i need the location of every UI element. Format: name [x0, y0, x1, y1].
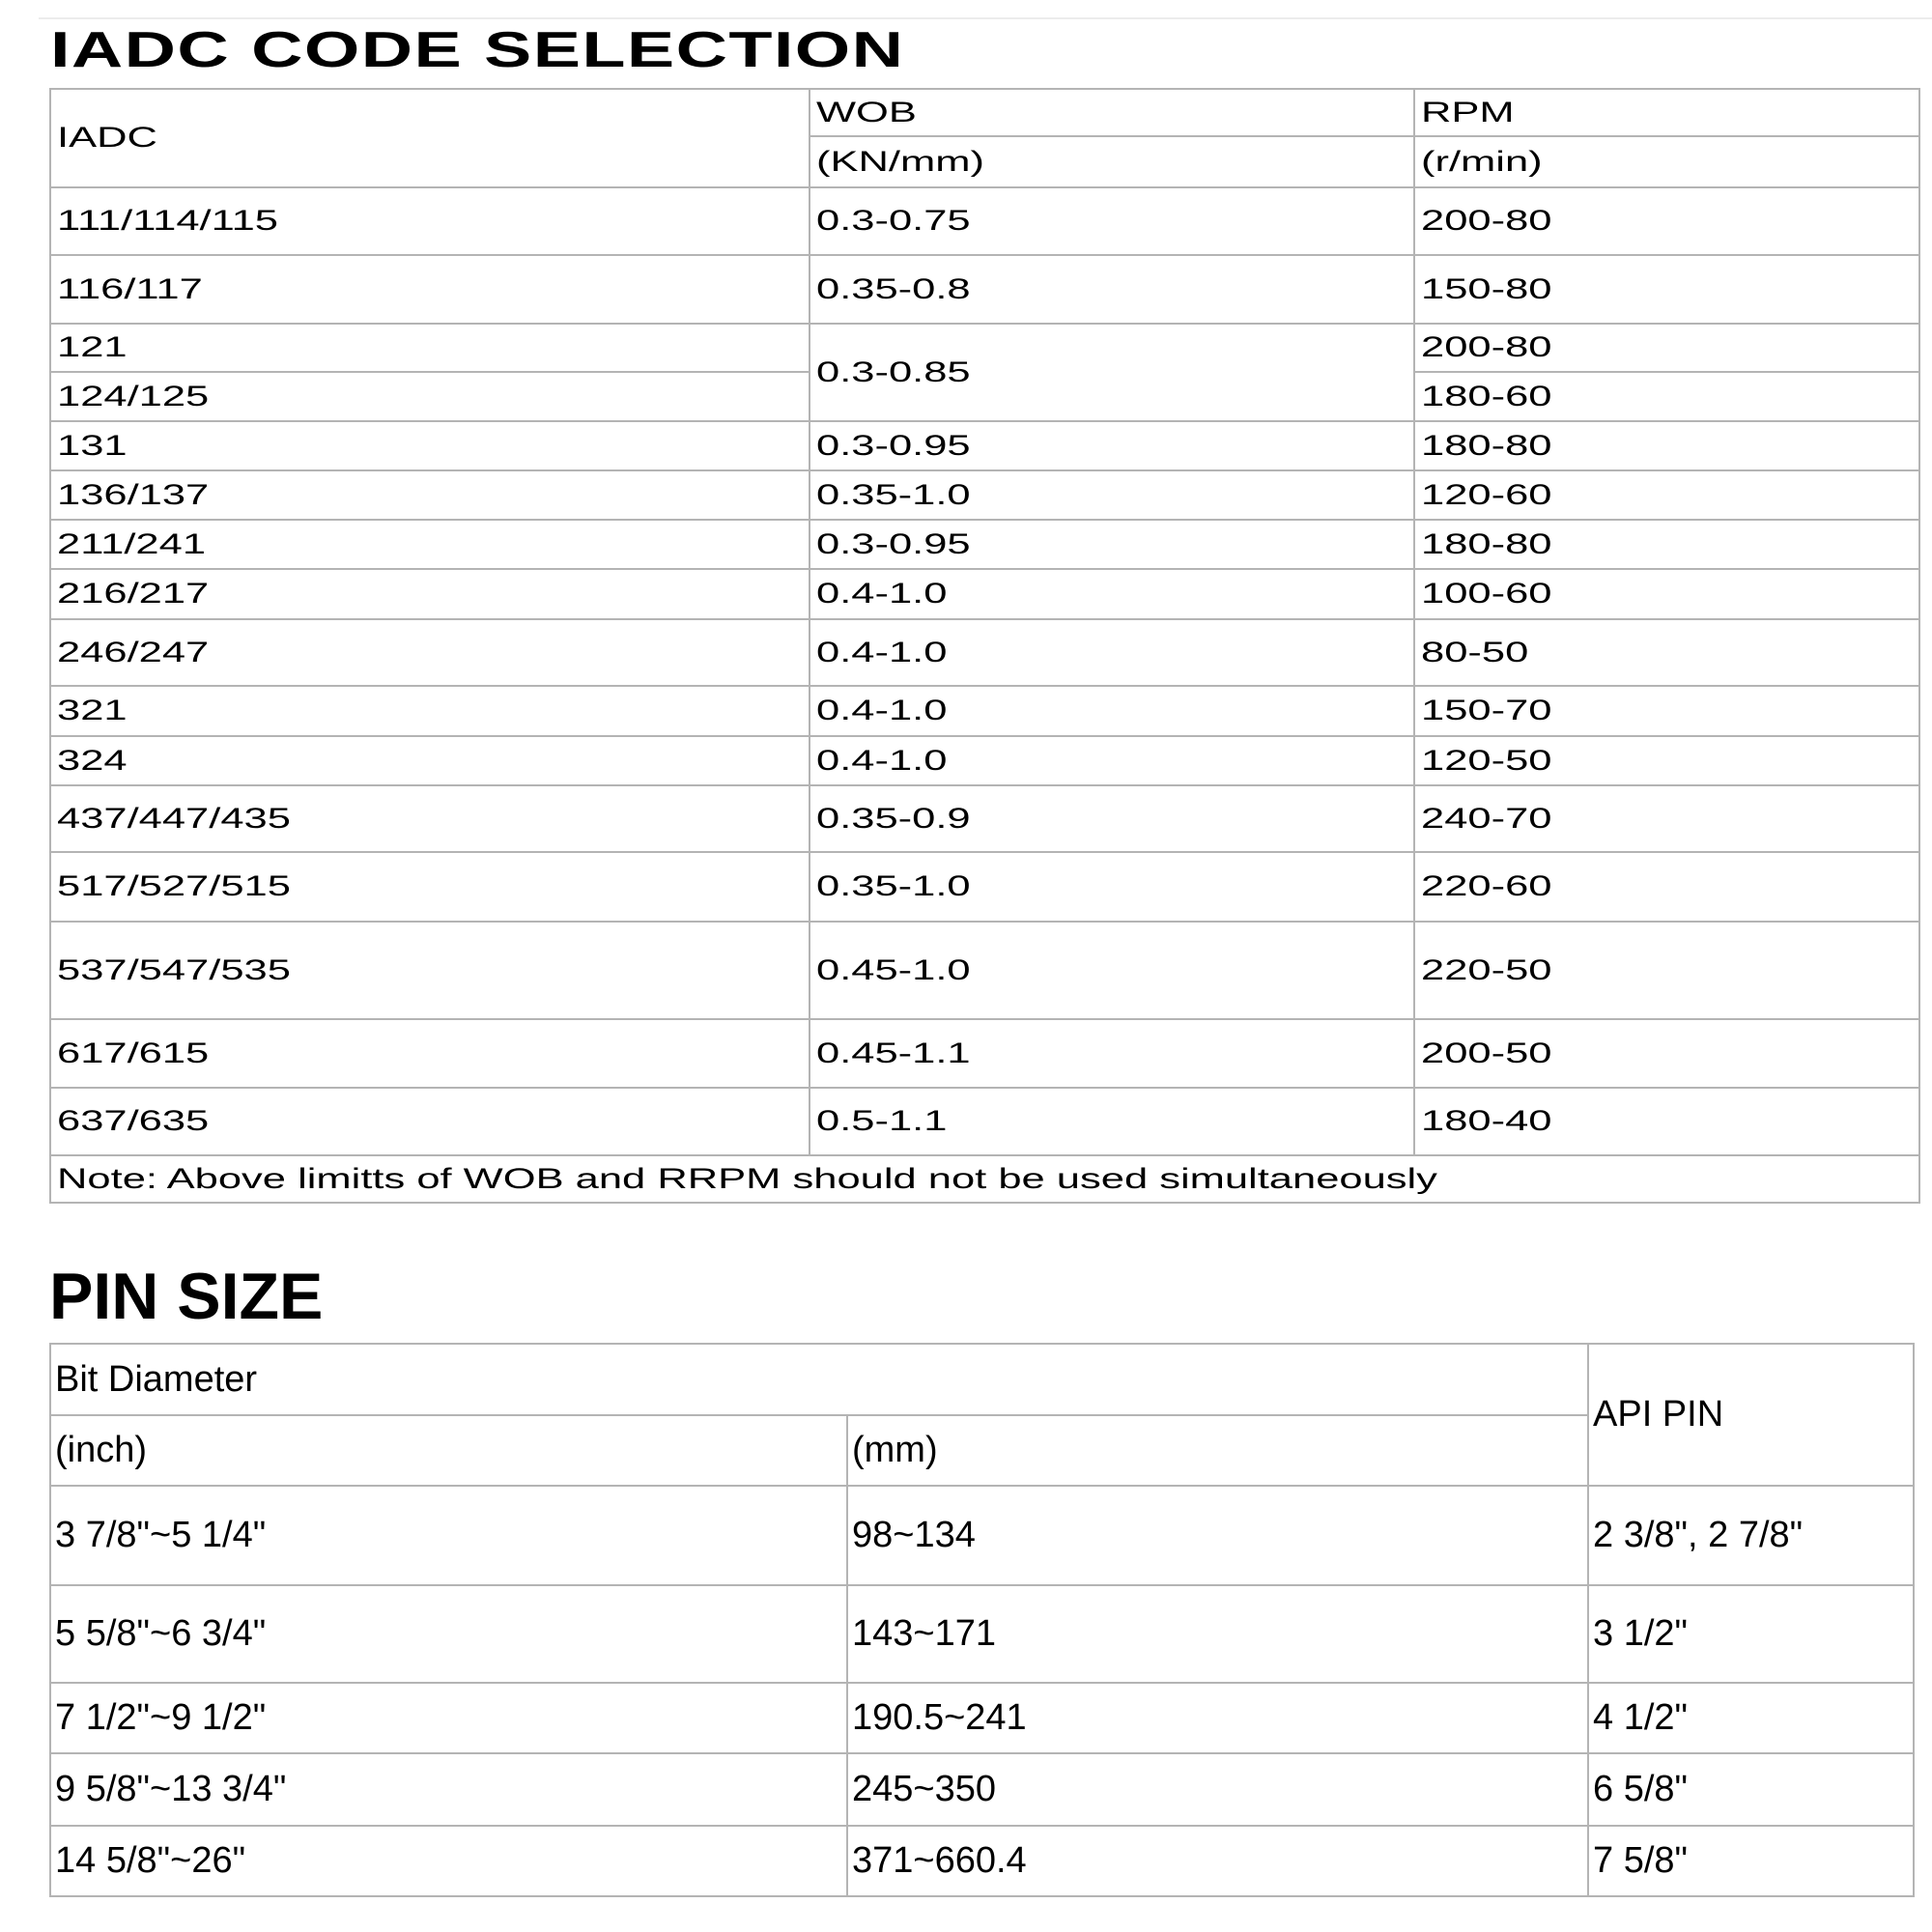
cell-mm-text: 190.5~241: [852, 1697, 1027, 1738]
cell-iadc: [49, 323, 810, 373]
cell-wob-text: 0.4-1.0: [816, 744, 948, 777]
cell-rpm: [1413, 1018, 1920, 1089]
cell-iadc: [49, 371, 810, 422]
cell-iadc: [49, 186, 810, 256]
cell-rpm: [1413, 254, 1920, 325]
header-rpm-unit-text: (r/min): [1421, 145, 1543, 178]
header-rpm-unit: [1413, 135, 1920, 188]
cell-iadc-text: 637/635: [57, 1105, 210, 1137]
cell-api-pin: [1587, 1682, 1915, 1754]
cell-iadc: [49, 1087, 810, 1156]
cell-iadc-text: 537/547/535: [57, 953, 291, 986]
cell-iadc-text: 517/527/515: [57, 870, 291, 902]
cell-wob: [809, 519, 1415, 570]
cell-rpm-text: 240-70: [1421, 802, 1552, 835]
cell-wob: [809, 685, 1415, 737]
cell-rpm: [1413, 784, 1920, 853]
cell-rpm: [1413, 371, 1920, 422]
cell-api-pin-text: 6 5/8": [1593, 1769, 1689, 1809]
cell-wob-text: 0.3-0.75: [816, 205, 971, 237]
header-wob-unit: [809, 135, 1415, 188]
cell-rpm-text: 120-50: [1421, 744, 1552, 777]
header-rpm-text: RPM: [1421, 96, 1515, 128]
cell-wob: [809, 618, 1415, 687]
header-iadc: [49, 88, 810, 188]
cell-inch-text: 14 5/8"~26": [55, 1840, 246, 1881]
cell-mm-text: 371~660.4: [852, 1840, 1027, 1881]
cell-iadc: [49, 618, 810, 687]
cell-api-pin: [1587, 1752, 1915, 1827]
header-inch-text: (inch): [55, 1430, 148, 1470]
cell-rpm-text: 180-80: [1421, 429, 1552, 462]
cell-iadc: [49, 784, 810, 853]
cell-wob: [809, 851, 1415, 923]
cell-inch: [49, 1584, 848, 1684]
top-divider: [39, 17, 1932, 19]
cell-rpm-text: 200-80: [1421, 205, 1552, 237]
cell-iadc-text: 116/117: [57, 272, 203, 305]
header-wob: [809, 88, 1415, 137]
cell-iadc: [49, 851, 810, 923]
cell-mm: [846, 1682, 1589, 1754]
cell-iadc: [49, 685, 810, 737]
cell-api-pin: [1587, 1825, 1915, 1897]
cell-iadc-text: 211/241: [57, 527, 207, 560]
cell-inch: [49, 1682, 848, 1754]
cell-iadc-text: 131: [57, 429, 128, 462]
cell-wob: [809, 186, 1415, 256]
cell-wob-text: 0.45-1.1: [816, 1037, 971, 1069]
cell-wob-text: 0.35-0.8: [816, 272, 971, 305]
cell-wob-text: 0.4-1.0: [816, 578, 948, 610]
cell-wob-text: 0.3-0.85: [816, 355, 971, 388]
cell-rpm-text: 220-60: [1421, 870, 1552, 902]
cell-wob: [809, 323, 1415, 422]
cell-rpm: [1413, 469, 1920, 521]
cell-wob: [809, 1018, 1415, 1089]
cell-rpm: [1413, 420, 1920, 471]
cell-rpm: [1413, 323, 1920, 373]
cell-rpm-text: 200-80: [1421, 331, 1552, 363]
header-iadc-text: IADC: [57, 122, 157, 154]
cell-rpm: [1413, 618, 1920, 687]
cell-iadc-text: 437/447/435: [57, 802, 291, 835]
cell-wob-text: 0.35-1.0: [816, 870, 971, 902]
cell-iadc-text: 136/137: [57, 478, 210, 511]
table-note-text: Note: Above limitts of WOB and RRPM should not be used simultaneously: [57, 1162, 1437, 1195]
cell-wob: [809, 1087, 1415, 1156]
cell-api-pin: [1587, 1485, 1915, 1586]
header-api-pin: [1587, 1343, 1915, 1487]
cell-iadc-text: 324: [57, 744, 128, 777]
cell-inch: [49, 1752, 848, 1827]
cell-rpm: [1413, 685, 1920, 737]
cell-mm-text: 245~350: [852, 1769, 996, 1809]
cell-wob-text: 0.3-0.95: [816, 527, 971, 560]
header-mm: [846, 1414, 1589, 1487]
cell-iadc: [49, 735, 810, 786]
cell-rpm-text: 220-50: [1421, 953, 1552, 986]
cell-api-pin-text: 2 3/8", 2 7/8": [1593, 1515, 1804, 1555]
cell-rpm-text: 180-80: [1421, 527, 1552, 560]
cell-wob: [809, 420, 1415, 471]
cell-rpm: [1413, 851, 1920, 923]
iadc-section-title: IADC CODE SELECTION: [50, 22, 905, 78]
cell-api-pin-text: 3 1/2": [1593, 1613, 1689, 1654]
cell-iadc: [49, 1018, 810, 1089]
cell-inch-text: 7 1/2"~9 1/2": [55, 1697, 267, 1738]
cell-iadc: [49, 420, 810, 471]
cell-wob: [809, 921, 1415, 1020]
cell-wob-text: 0.5-1.1: [816, 1105, 948, 1137]
cell-rpm-text: 200-50: [1421, 1037, 1552, 1069]
cell-wob-text: 0.3-0.95: [816, 429, 971, 462]
cell-wob: [809, 469, 1415, 521]
cell-wob: [809, 735, 1415, 786]
cell-iadc: [49, 921, 810, 1020]
header-inch: [49, 1414, 848, 1487]
cell-iadc-text: 111/114/115: [57, 205, 279, 237]
header-bit-diameter: [49, 1343, 1589, 1416]
cell-iadc-text: 121: [57, 331, 128, 363]
cell-inch-text: 3 7/8"~5 1/4": [55, 1515, 267, 1555]
cell-iadc-text: 216/217: [57, 578, 210, 610]
header-rpm: [1413, 88, 1920, 137]
cell-mm: [846, 1584, 1589, 1684]
pin-section-title: PIN SIZE: [49, 1260, 324, 1333]
cell-rpm-text: 180-40: [1421, 1105, 1552, 1137]
table-note: [49, 1154, 1920, 1204]
cell-mm: [846, 1485, 1589, 1586]
cell-rpm: [1413, 568, 1920, 620]
cell-mm-text: 143~171: [852, 1613, 996, 1654]
cell-rpm-text: 80-50: [1421, 636, 1529, 668]
cell-iadc: [49, 469, 810, 521]
cell-rpm-text: 120-60: [1421, 478, 1552, 511]
cell-inch-text: 9 5/8"~13 3/4": [55, 1769, 287, 1809]
cell-wob-text: 0.4-1.0: [816, 636, 948, 668]
cell-mm-text: 98~134: [852, 1515, 976, 1555]
header-mm-text: (mm): [852, 1430, 938, 1470]
cell-rpm-text: 150-70: [1421, 695, 1552, 726]
cell-wob: [809, 568, 1415, 620]
cell-wob-text: 0.45-1.0: [816, 953, 971, 986]
cell-wob-text: 0.35-0.9: [816, 802, 971, 835]
cell-iadc-text: 617/615: [57, 1037, 210, 1069]
cell-mm: [846, 1752, 1589, 1827]
cell-iadc-text: 321: [57, 695, 128, 726]
cell-wob-text: 0.35-1.0: [816, 478, 971, 511]
cell-rpm: [1413, 519, 1920, 570]
cell-iadc-text: 124/125: [57, 380, 210, 412]
cell-iadc: [49, 254, 810, 325]
cell-iadc-text: 246/247: [57, 636, 210, 668]
cell-inch-text: 5 5/8"~6 3/4": [55, 1613, 267, 1654]
cell-rpm-text: 100-60: [1421, 578, 1552, 610]
cell-wob: [809, 254, 1415, 325]
cell-wob: [809, 784, 1415, 853]
cell-iadc: [49, 519, 810, 570]
header-wob-text: WOB: [816, 96, 917, 128]
cell-api-pin: [1587, 1584, 1915, 1684]
cell-inch: [49, 1485, 848, 1586]
cell-rpm: [1413, 921, 1920, 1020]
cell-rpm-text: 150-80: [1421, 272, 1552, 305]
header-wob-unit-text: (KN/mm): [816, 145, 984, 178]
cell-rpm-text: 180-60: [1421, 380, 1552, 412]
cell-wob-text: 0.4-1.0: [816, 695, 948, 726]
cell-iadc: [49, 568, 810, 620]
cell-api-pin-text: 4 1/2": [1593, 1697, 1689, 1738]
cell-api-pin-text: 7 5/8": [1593, 1840, 1689, 1881]
cell-rpm: [1413, 186, 1920, 256]
header-bit-diameter-text: Bit Diameter: [55, 1358, 258, 1400]
cell-mm: [846, 1825, 1589, 1897]
cell-rpm: [1413, 1087, 1920, 1156]
cell-inch: [49, 1825, 848, 1897]
cell-rpm: [1413, 735, 1920, 786]
header-api-pin-text: API PIN: [1593, 1394, 1724, 1435]
